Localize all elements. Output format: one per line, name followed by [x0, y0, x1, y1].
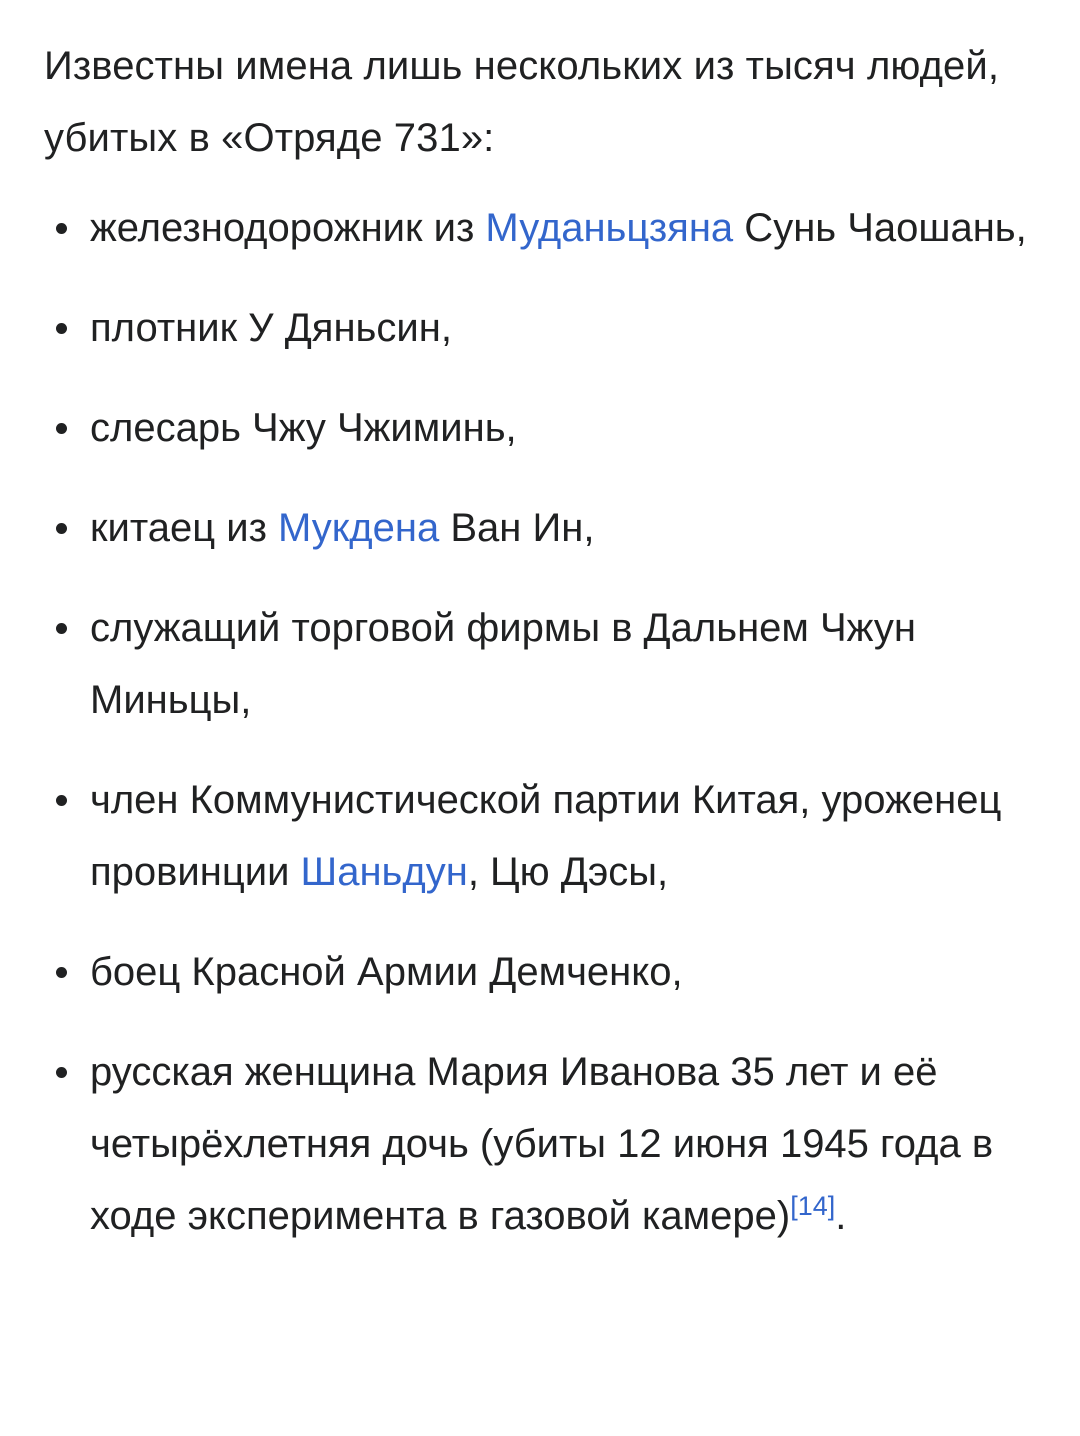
bullet-icon	[56, 967, 67, 978]
intro-paragraph: Известны имена лишь нескольких из тысяч людей, убитых в «Отряде 731»:	[44, 44, 1000, 160]
bullet-icon	[56, 795, 67, 806]
bullet-icon	[56, 623, 67, 634]
list-item	[44, 592, 1044, 736]
item-text: член Коммунистической партии Китая, уроженец провинции	[90, 778, 1002, 894]
item-text: железнодорожник из	[90, 206, 486, 250]
victims-list	[44, 192, 1044, 1252]
item-text: Сунь Чаошань,	[733, 206, 1027, 250]
bullet-icon	[56, 523, 67, 534]
list-item	[44, 292, 1044, 364]
list-item	[44, 392, 1044, 464]
link-mukden[interactable]: Мукдена	[278, 506, 440, 550]
item-text: плотник У Дяньсин,	[90, 306, 452, 350]
bullet-icon	[56, 323, 67, 334]
bullet-icon	[56, 1067, 67, 1078]
item-text: русская женщина Мария Иванова 35 лет и её четырёхлетняя дочь (убиты 12 июня 1945 года в ходе эксперимента в газовой камере)	[90, 1050, 994, 1238]
reference-link-14[interactable]: [14]	[790, 1191, 836, 1221]
list-item	[44, 492, 1044, 564]
item-text: Ван Ин,	[439, 506, 595, 550]
list-item	[44, 764, 1044, 908]
item-text: слесарь Чжу Чжиминь,	[90, 406, 517, 450]
list-item	[44, 936, 1044, 1008]
list-item	[44, 1036, 1044, 1252]
item-text: служащий торговой фирмы в Дальнем Чжун Миньцы,	[90, 606, 916, 722]
link-shandong[interactable]: Шаньдун	[300, 850, 468, 894]
item-text: , Цю Дэсы,	[467, 850, 669, 894]
bullet-icon	[56, 223, 67, 234]
item-text: китаец из	[90, 506, 279, 550]
item-text: .	[835, 1194, 847, 1238]
article-content	[44, 30, 1044, 1280]
bullet-icon	[56, 423, 67, 434]
item-text: боец Красной Армии Демченко,	[90, 950, 683, 994]
link-mudanjiang[interactable]: Муданьцзяна	[485, 206, 734, 250]
list-item	[44, 192, 1044, 264]
